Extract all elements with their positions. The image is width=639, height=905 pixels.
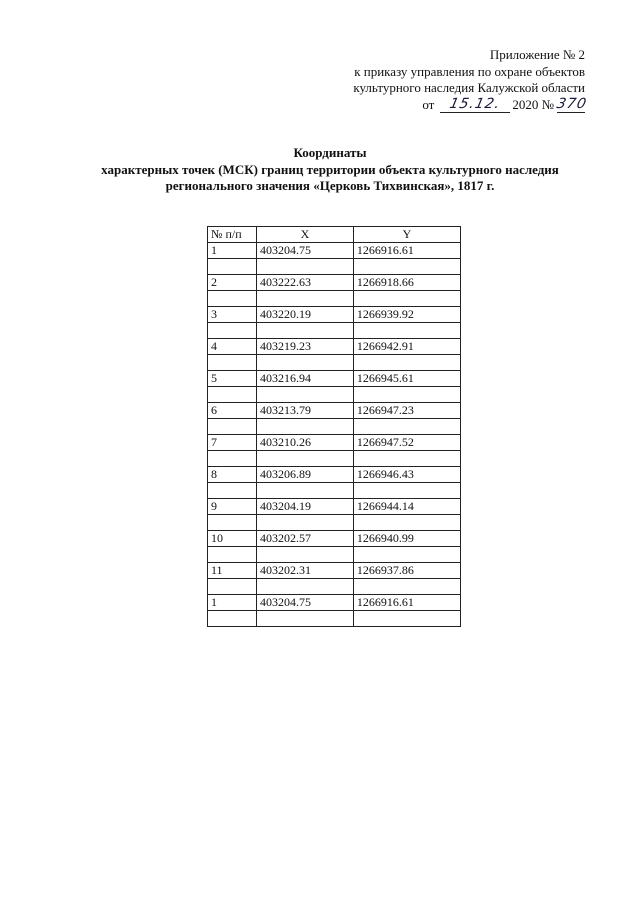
- cell-x: 403202.31: [256, 563, 353, 579]
- cell-point-number: 1: [208, 595, 257, 611]
- empty-cell: [353, 323, 460, 339]
- table-spacer-row: [208, 419, 461, 435]
- empty-cell: [208, 259, 257, 275]
- empty-cell: [256, 355, 353, 371]
- title-line-3: регионального значения «Церковь Тихвинская», 1817 г.: [165, 178, 495, 193]
- table-spacer-row: [208, 387, 461, 403]
- handwritten-date: 15.12.: [448, 96, 503, 112]
- coordinates-table: [207, 226, 461, 627]
- title-heading: Координаты: [293, 145, 367, 160]
- cell-x: 403219.23: [256, 339, 353, 355]
- empty-cell: [208, 291, 257, 307]
- appendix-header: [353, 47, 589, 113]
- empty-cell: [208, 451, 257, 467]
- table-header-row: [208, 227, 461, 243]
- empty-cell: [256, 483, 353, 499]
- empty-cell: [256, 387, 353, 403]
- table-row: [208, 531, 461, 547]
- cell-point-number: 11: [208, 563, 257, 579]
- cell-y: 1266939.92: [353, 307, 460, 323]
- cell-y: 1266918.66: [353, 275, 460, 291]
- empty-cell: [353, 259, 460, 275]
- table-spacer-row: [208, 291, 461, 307]
- empty-cell: [208, 355, 257, 371]
- table-row: [208, 435, 461, 451]
- cell-x: 403220.19: [256, 307, 353, 323]
- empty-cell: [256, 323, 353, 339]
- table-row: [208, 371, 461, 387]
- number-field: [555, 96, 589, 113]
- table-body: [208, 243, 461, 627]
- empty-cell: [256, 579, 353, 595]
- cell-y: 1266937.86: [353, 563, 460, 579]
- table-spacer-row: [208, 483, 461, 499]
- year-and-number-label: 2020 №: [512, 96, 554, 112]
- empty-cell: [353, 419, 460, 435]
- title-line-2: характерных точек (МСК) границ территории объекта культурного наследия: [101, 161, 559, 177]
- table-spacer-row: [208, 355, 461, 371]
- cell-x: 403204.75: [256, 243, 353, 259]
- appendix-order-ref: к приказу управления по охране объектов: [354, 63, 585, 79]
- cell-point-number: 7: [208, 435, 257, 451]
- empty-cell: [208, 579, 257, 595]
- table-row: [208, 243, 461, 259]
- empty-cell: [256, 259, 353, 275]
- empty-cell: [208, 611, 257, 627]
- document-title: [60, 145, 600, 195]
- table-row: [208, 563, 461, 579]
- empty-cell: [208, 387, 257, 403]
- cell-point-number: 2: [208, 275, 257, 291]
- appendix-number: Приложение № 2: [489, 47, 585, 62]
- table-spacer-row: [208, 579, 461, 595]
- empty-cell: [353, 387, 460, 403]
- cell-point-number: 8: [208, 467, 257, 483]
- table-row: [208, 499, 461, 515]
- cell-y: 1266942.91: [353, 339, 460, 355]
- cell-x: 403202.57: [256, 531, 353, 547]
- table-spacer-row: [208, 515, 461, 531]
- cell-point-number: 6: [208, 403, 257, 419]
- empty-cell: [208, 547, 257, 563]
- table-spacer-row: [208, 611, 461, 627]
- table-spacer-row: [208, 451, 461, 467]
- cell-point-number: 3: [208, 307, 257, 323]
- cell-x: 403216.94: [256, 371, 353, 387]
- cell-x: 403210.26: [256, 435, 353, 451]
- header-x: X: [256, 227, 353, 243]
- empty-cell: [256, 451, 353, 467]
- empty-cell: [208, 483, 257, 499]
- cell-y: 1266916.61: [353, 595, 460, 611]
- empty-cell: [353, 355, 460, 371]
- cell-point-number: 5: [208, 371, 257, 387]
- empty-cell: [208, 323, 257, 339]
- empty-cell: [353, 579, 460, 595]
- empty-cell: [256, 515, 353, 531]
- header-point-number: № п/п: [208, 227, 257, 243]
- table-row: [208, 307, 461, 323]
- cell-y: 1266946.43: [353, 467, 460, 483]
- table-spacer-row: [208, 323, 461, 339]
- table-row: [208, 595, 461, 611]
- cell-y: 1266944.14: [353, 499, 460, 515]
- empty-cell: [353, 515, 460, 531]
- cell-y: 1266947.52: [353, 435, 460, 451]
- cell-y: 1266947.23: [353, 403, 460, 419]
- cell-point-number: 9: [208, 499, 257, 515]
- table-spacer-row: [208, 547, 461, 563]
- empty-cell: [256, 419, 353, 435]
- appendix-authority: культурного наследия Калужской области: [353, 80, 585, 95]
- date-prefix: от: [422, 96, 435, 112]
- empty-cell: [353, 547, 460, 563]
- empty-cell: [256, 611, 353, 627]
- cell-point-number: 4: [208, 339, 257, 355]
- cell-point-number: 10: [208, 531, 257, 547]
- table-spacer-row: [208, 259, 461, 275]
- date-field: [440, 98, 510, 113]
- table-row: [208, 339, 461, 355]
- empty-cell: [208, 419, 257, 435]
- cell-x: 403204.19: [256, 499, 353, 515]
- empty-cell: [256, 547, 353, 563]
- cell-point-number: 1: [208, 243, 257, 259]
- cell-x: 403213.79: [256, 403, 353, 419]
- handwritten-number: 370: [555, 96, 589, 112]
- empty-cell: [208, 515, 257, 531]
- table-row: [208, 275, 461, 291]
- empty-cell: [353, 483, 460, 499]
- cell-x: 403206.89: [256, 467, 353, 483]
- empty-cell: [353, 451, 460, 467]
- header-y: Y: [353, 227, 460, 243]
- cell-y: 1266916.61: [353, 243, 460, 259]
- table-row: [208, 403, 461, 419]
- empty-cell: [353, 291, 460, 307]
- empty-cell: [353, 611, 460, 627]
- cell-x: 403204.75: [256, 595, 353, 611]
- cell-y: 1266940.99: [353, 531, 460, 547]
- cell-x: 403222.63: [256, 275, 353, 291]
- table-row: [208, 467, 461, 483]
- empty-cell: [256, 291, 353, 307]
- cell-y: 1266945.61: [353, 371, 460, 387]
- appendix-date-line: [422, 96, 589, 114]
